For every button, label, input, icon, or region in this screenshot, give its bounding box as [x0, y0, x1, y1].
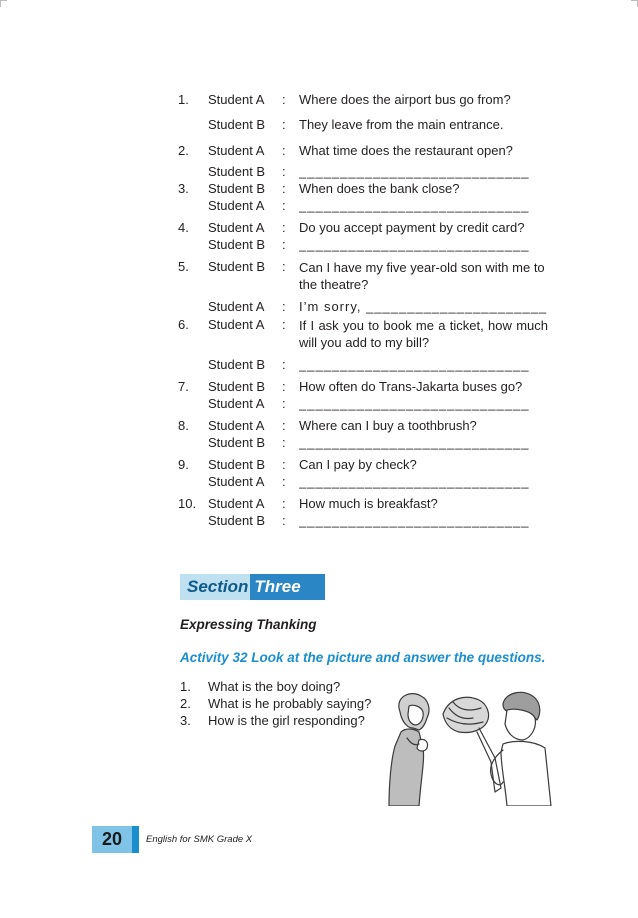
- question-list: [180, 678, 371, 729]
- dialogue-1-line-1: [178, 92, 558, 108]
- colon: :: [282, 513, 286, 528]
- speaker: Student A: [208, 496, 265, 511]
- dialogue-number: 2.: [178, 143, 189, 158]
- speaker: Student B: [208, 164, 266, 179]
- utterance: Can I have my five year-old son with me to the theatre?: [299, 260, 545, 292]
- activity-title: Activity 32 Look at the picture and answer the questions.: [180, 650, 546, 665]
- colon: :: [282, 457, 286, 472]
- speaker: Student B: [208, 457, 266, 472]
- dialogue-number: 1.: [178, 92, 189, 107]
- answer-blank[interactable]: I’m sorry, ______________________: [299, 299, 548, 314]
- utterance: When does the bank close?: [299, 181, 460, 196]
- answer-blank[interactable]: ____________________________: [299, 396, 530, 411]
- dialogue-6-line-2: [178, 357, 558, 373]
- dialogue-8-line-1: [178, 418, 558, 434]
- question-text: What is he probably saying?: [208, 696, 372, 711]
- colon: :: [282, 143, 286, 158]
- question-number: 1.: [180, 679, 191, 694]
- speaker: Student A: [208, 474, 265, 489]
- page-corner-left: [0, 0, 7, 7]
- answer-blank[interactable]: ____________________________: [299, 435, 530, 450]
- dialogue-9-line-2: [178, 474, 558, 490]
- dialogue-6-line-1: [178, 317, 558, 351]
- page-corner-right: [631, 0, 638, 7]
- page-number: 20: [92, 826, 132, 853]
- colon: :: [282, 357, 286, 372]
- dialogue-number: 6.: [178, 317, 189, 332]
- dialogue-1-line-2: [178, 117, 558, 133]
- colon: :: [282, 198, 286, 213]
- utterance: How often do Trans-Jakarta buses go?: [299, 379, 523, 394]
- footer-book-title: English for SMK Grade X: [146, 834, 253, 845]
- dialogue-number: 4.: [178, 220, 189, 235]
- answer-blank[interactable]: ____________________________: [299, 164, 530, 179]
- dialogue-7-line-1: [178, 379, 558, 395]
- dialogue-number: 3.: [178, 181, 189, 196]
- speaker: Student A: [208, 396, 265, 411]
- dialogue-number: 8.: [178, 418, 189, 433]
- colon: :: [282, 396, 286, 411]
- answer-blank[interactable]: ____________________________: [299, 198, 530, 213]
- speaker: Student B: [208, 117, 266, 132]
- answer-blank[interactable]: ____________________________: [299, 357, 530, 372]
- speaker: Student A: [208, 198, 265, 213]
- colon: :: [282, 418, 286, 433]
- speaker: Student B: [208, 181, 266, 196]
- colon: :: [282, 317, 286, 332]
- dialogue-10-line-1: [178, 496, 558, 512]
- dialogue-3-line-2: [178, 198, 558, 214]
- colon: :: [282, 379, 286, 394]
- utterance: They leave from the main entrance.: [299, 117, 504, 132]
- colon: :: [282, 117, 286, 132]
- dialogue-10-line-2: [178, 513, 558, 529]
- speaker: Student B: [208, 435, 266, 450]
- dialogue-5-line-1: [178, 259, 558, 293]
- colon: :: [282, 299, 286, 314]
- question-number: 2.: [180, 696, 191, 711]
- speaker: Student A: [208, 92, 265, 107]
- dialogue-7-line-2: [178, 396, 558, 412]
- question-text: How is the girl responding?: [208, 713, 365, 728]
- page-number-bar: [132, 826, 139, 853]
- bouquet: [443, 697, 489, 732]
- colon: :: [282, 259, 286, 274]
- dialogue-number: 5.: [178, 259, 189, 274]
- dialogue-number: 7.: [178, 379, 189, 394]
- colon: :: [282, 435, 286, 450]
- boy-body: [501, 741, 551, 806]
- answer-blank[interactable]: ____________________________: [299, 474, 530, 489]
- utterance: Where can I buy a toothbrush?: [299, 418, 477, 433]
- speaker: Student B: [208, 259, 266, 274]
- dialogue-2-line-2: [178, 164, 558, 180]
- girl-face: [408, 705, 423, 725]
- utterance: Can I pay by check?: [299, 457, 417, 472]
- section-word: Section: [180, 574, 250, 600]
- colon: :: [282, 220, 286, 235]
- speaker: Student B: [208, 237, 266, 252]
- utterance: Where does the airport bus go from?: [299, 92, 511, 107]
- question-number: 3.: [180, 713, 191, 728]
- utterance: What time does the restaurant open?: [299, 143, 513, 158]
- speaker: Student A: [208, 418, 265, 433]
- list-item: [180, 712, 371, 729]
- boy-face: [505, 709, 535, 740]
- illustration-boy-giving-flowers-to-girl: [383, 688, 558, 806]
- utterance: Do you accept payment by credit card?: [299, 220, 525, 235]
- answer-blank[interactable]: ____________________________: [299, 237, 530, 252]
- colon: :: [282, 164, 286, 179]
- list-item: [180, 678, 371, 695]
- utterance: How much is breakfast?: [299, 496, 438, 511]
- question-text: What is the boy doing?: [208, 679, 341, 694]
- bouquet-stem: [477, 728, 501, 792]
- section-number: Three: [250, 574, 324, 600]
- dialogue-list: [178, 92, 558, 529]
- speaker: Student A: [208, 317, 265, 332]
- colon: :: [282, 474, 286, 489]
- section-heading: Expressing Thanking: [180, 617, 317, 632]
- dialogue-9-line-1: [178, 457, 558, 473]
- dialogue-2-line-1: [178, 143, 558, 159]
- dialogue-3-line-1: [178, 181, 558, 197]
- section-tag: [180, 574, 325, 600]
- colon: :: [282, 496, 286, 511]
- dialogue-5-line-2: [178, 299, 558, 315]
- dialogue-8-line-2: [178, 435, 558, 451]
- girl-hands: [417, 739, 428, 751]
- speaker: Student A: [208, 220, 265, 235]
- dialogue-number: 10.: [178, 496, 197, 511]
- dialogue-number: 9.: [178, 457, 189, 472]
- speaker: Student B: [208, 379, 266, 394]
- answer-blank[interactable]: ____________________________: [299, 513, 530, 528]
- speaker: Student A: [208, 143, 265, 158]
- list-item: [180, 695, 371, 712]
- speaker: Student B: [208, 357, 266, 372]
- speaker: Student B: [208, 513, 266, 528]
- speaker: Student A: [208, 299, 265, 314]
- dialogue-4-line-2: [178, 237, 558, 253]
- colon: :: [282, 237, 286, 252]
- colon: :: [282, 92, 286, 107]
- utterance: If I ask you to book me a ticket, how much will you add to my bill?: [299, 318, 548, 350]
- dialogue-4-line-1: [178, 220, 558, 236]
- colon: :: [282, 181, 286, 196]
